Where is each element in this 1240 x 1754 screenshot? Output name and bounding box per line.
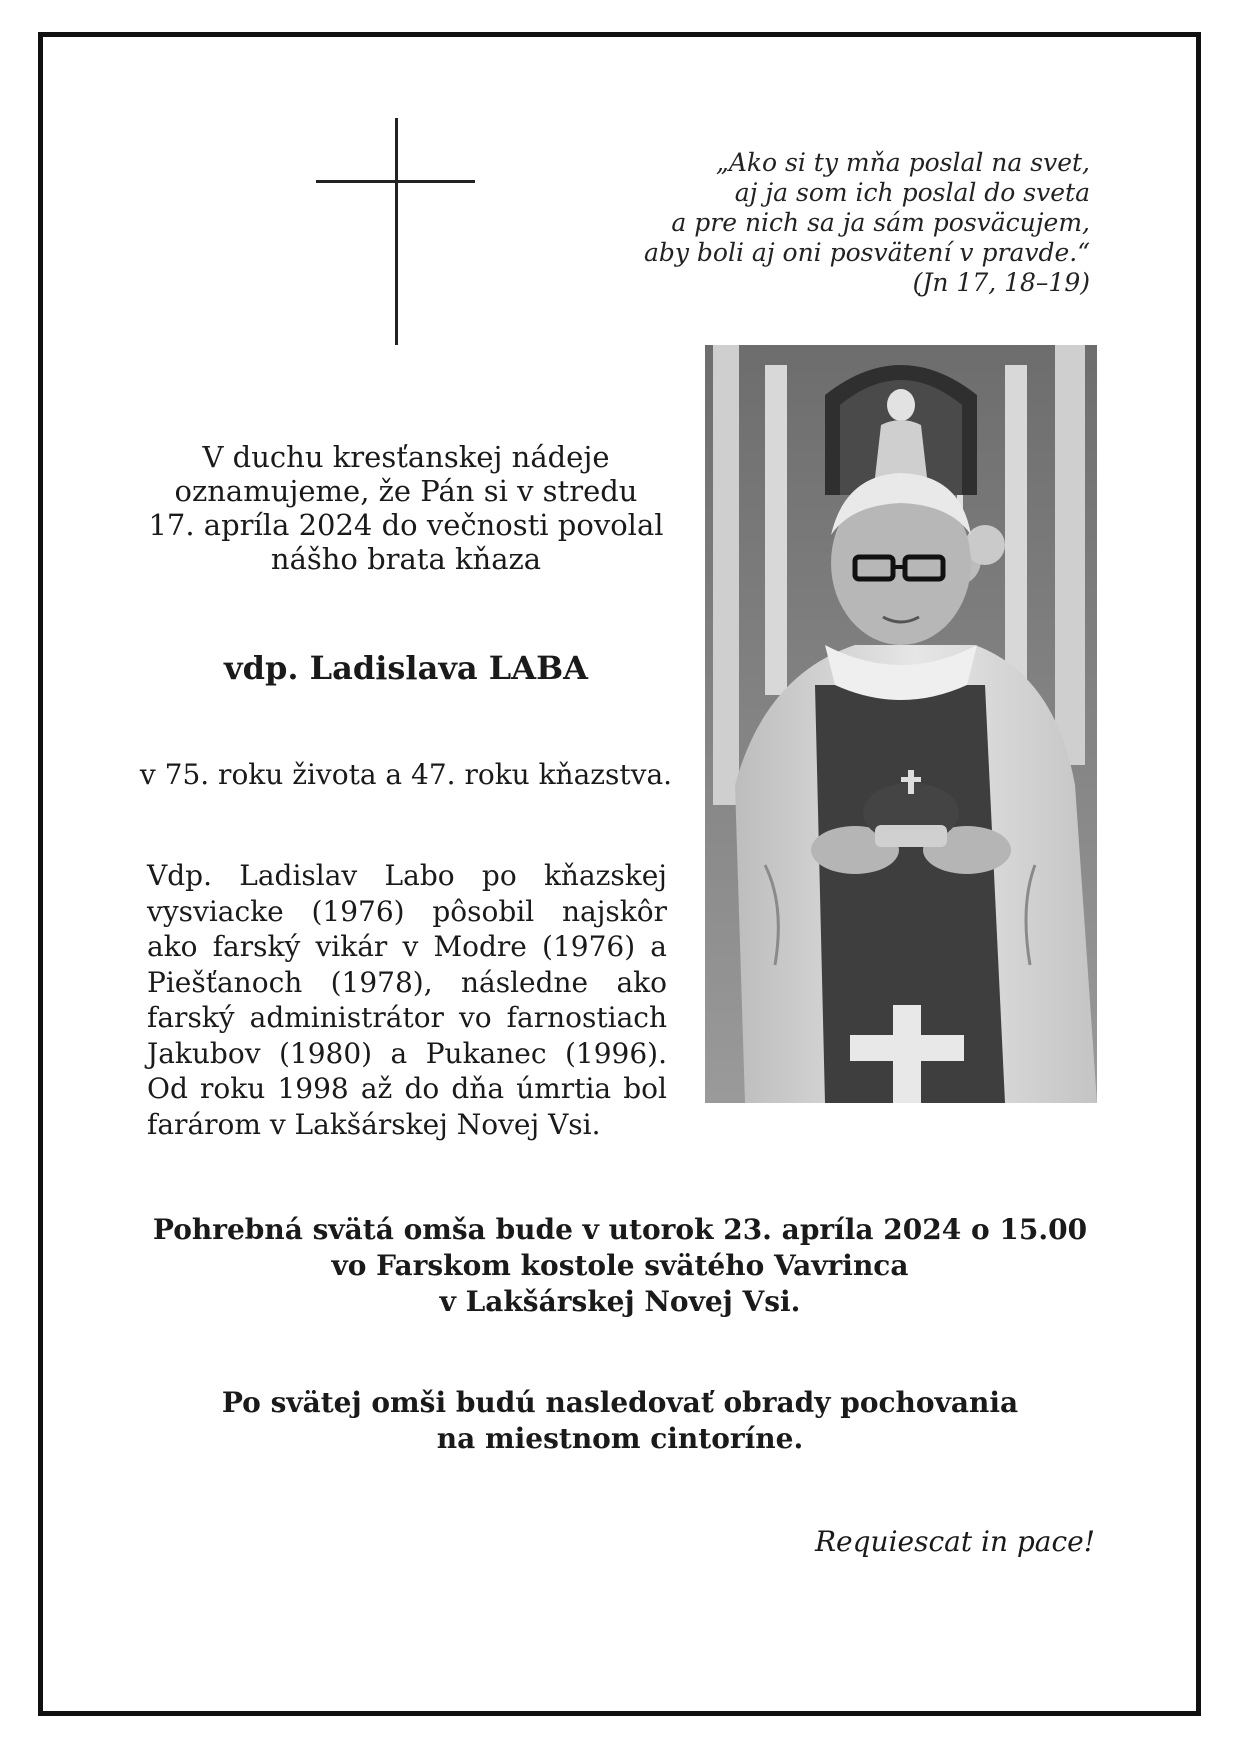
mass-line: vo Farskom kostole svätého Vavrinca bbox=[331, 1249, 909, 1282]
announcement-line: oznamujeme, že Pán si v stredu bbox=[174, 474, 638, 508]
cross-vertical-bar bbox=[395, 118, 398, 345]
portrait-illustration bbox=[705, 345, 1097, 1103]
announcement-line: V duchu kresťanskej nádeje bbox=[202, 440, 610, 474]
deceased-name: vdp. Ladislava LABA bbox=[224, 649, 588, 687]
burial-line: na miestnom cintoríne. bbox=[436, 1422, 804, 1455]
announcement-line: nášho brata kňaza bbox=[270, 542, 542, 576]
age-line: v 75. roku života a 47. roku kňazstva. bbox=[139, 758, 673, 791]
announcement-line: 17. apríla 2024 do večnosti povolal bbox=[148, 508, 664, 542]
burial-info bbox=[120, 1385, 1120, 1457]
quote-line: aby boli aj oni posvätení v pravde.“ bbox=[643, 238, 1090, 267]
scripture-quote bbox=[530, 148, 1090, 298]
announcement-text bbox=[136, 440, 676, 576]
quote-line: a pre nich sa ja sám posväcujem, bbox=[671, 208, 1090, 237]
quote-line: aj ja som ich poslal do sveta bbox=[734, 178, 1090, 207]
biography-paragraph: Vdp. Ladislav Labo po kňazskej vysviacke (1976) pôsobil najskôr ako farský vikár v Modre (1976) a Piešťanoch (1978), následne ako farský administrátor vo farnostiach Jakubov (1980) a Pukanec (1996). Od roku 1998 až do dňa úmrtia bol farárom v Lakšárskej Novej Vsi. bbox=[147, 859, 667, 1141]
quote-citation: (Jn 17, 18–19) bbox=[912, 268, 1090, 297]
priest-portrait-photo bbox=[705, 345, 1097, 1103]
funeral-mass-info bbox=[120, 1212, 1120, 1320]
cross-horizontal-bar bbox=[316, 180, 475, 183]
burial-line: Po svätej omši budú nasledovať obrady pochovania bbox=[221, 1386, 1019, 1419]
mass-line: v Lakšárskej Novej Vsi. bbox=[439, 1285, 801, 1318]
quote-line: „Ako si ty mňa poslal na svet, bbox=[715, 148, 1090, 177]
closing-phrase: Requiescat in pace! bbox=[814, 1525, 1095, 1558]
mass-line: Pohrebná svätá omša bude v utorok 23. apríla 2024 o 15.00 bbox=[152, 1213, 1088, 1246]
